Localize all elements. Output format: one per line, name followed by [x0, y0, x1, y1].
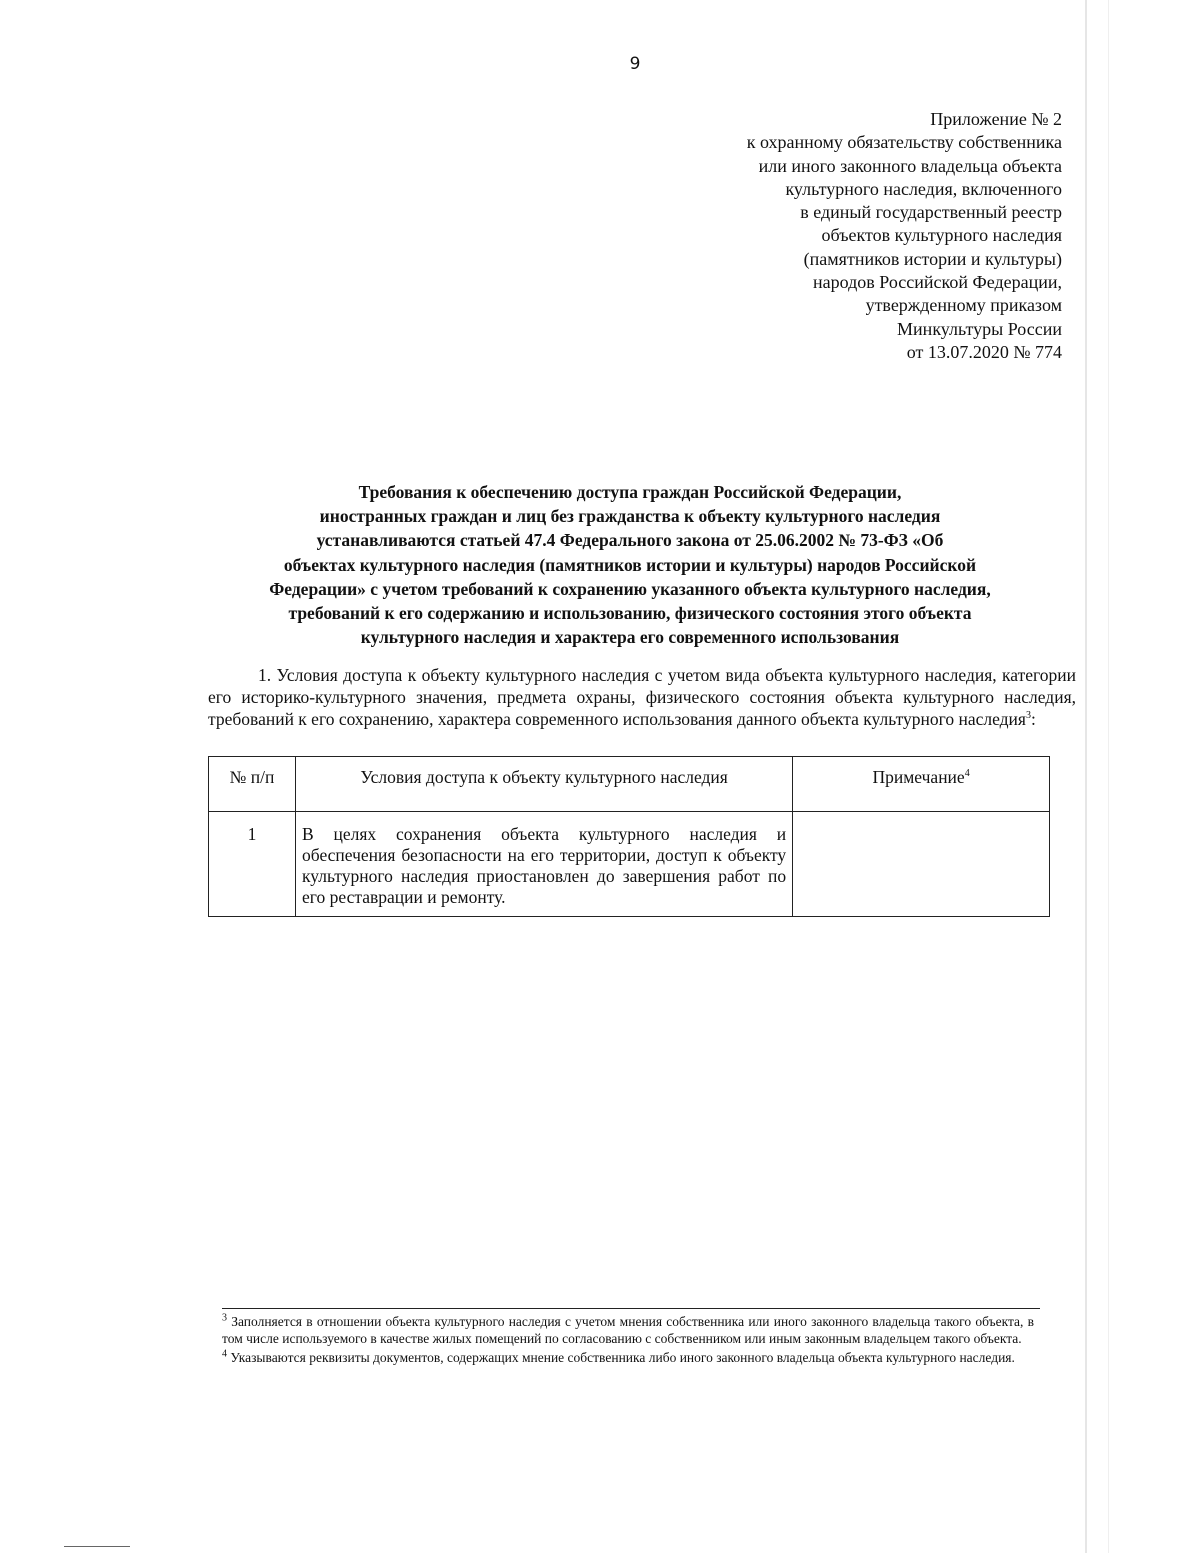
header-note-label: Примечание: [872, 767, 965, 787]
appendix-line: Минкультуры России: [897, 318, 1062, 339]
appendix-line: (памятников истории и культуры): [803, 248, 1062, 269]
cell-note: [793, 812, 1050, 917]
scan-edge-line: [1085, 0, 1087, 1553]
intro-text: 1. Условия доступа к объекту культурного наследия с учетом вида объекта культурного наследия, категории его историко-культурного значения, предмета охраны, физического состояния объекта культурного наследия, требований к его сохранению, характера современного использования данного объекта культурного наследия: [208, 665, 1076, 729]
header-conditions: Условия доступа к объекту культурного наследия: [296, 757, 793, 812]
appendix-line: в единый государственный реестр: [800, 202, 1062, 223]
footnote-ref-4: 4: [964, 768, 970, 780]
intro-paragraph: [208, 664, 1076, 730]
title-line: объектах культурного наследия (памятников истории и культуры) народов Российской: [283, 554, 977, 575]
footnote-ref-3: 3: [1025, 710, 1031, 722]
header-num: № п/п: [209, 757, 296, 812]
title-line: культурного наследия и характера его современного использования: [360, 627, 900, 648]
footnote-4: [222, 1349, 1034, 1366]
access-conditions-table: [208, 756, 1050, 917]
title-line: устанавливаются статьей 47.4 Федерального закона от 25.06.2002 № 73-ФЗ «Об: [316, 530, 944, 551]
intro-suffix: :: [1030, 709, 1036, 729]
appendix-line: Приложение № 2: [930, 109, 1062, 129]
appendix-line: или иного законного владельца объекта: [758, 155, 1062, 176]
appendix-line: к охранному обязательству собственника: [746, 132, 1062, 153]
header-note: [793, 757, 1050, 812]
table-header-row: [209, 757, 1050, 812]
title-line: Требования к обеспечению доступа граждан Российской Федерации,: [358, 482, 902, 502]
appendix-line: культурного наследия, включенного: [785, 178, 1062, 199]
footnote-mark: 3: [222, 1312, 227, 1324]
appendix-line: объектов культурного наследия: [821, 225, 1062, 246]
scan-mark: [64, 1546, 130, 1547]
footnote-3: [222, 1313, 1034, 1347]
document-title: [200, 480, 1060, 649]
footnote-text: Указываются реквизиты документов, содержащих мнение собственника либо иного законного владельца объекта культурного наследия.: [230, 1350, 1015, 1365]
footnote-separator: [222, 1308, 1040, 1309]
footnote-mark: 4: [222, 1348, 227, 1360]
footnote-text: Заполняется в отношении объекта культурного наследия с учетом мнения собственника или иного законного владельца такого объекта, в том числе используемого в качестве жилых помещений по согласованию с собственником или иным законным владельцем такого объекта.: [222, 1314, 1035, 1346]
appendix-line: утвержденному приказом: [865, 295, 1062, 316]
cell-conditions: В целях сохранения объекта культурного наследия и обеспечения безопасности на его территории, доступ к объекту культурного наследия приостановлен до завершения работ по его реставрации и ремонту.: [296, 812, 793, 917]
footnotes: [222, 1313, 1034, 1368]
title-line: Федерации» с учетом требований к сохранению указанного объекта культурного наследия,: [269, 578, 991, 599]
appendix-line: от 13.07.2020 № 774: [906, 341, 1062, 362]
scan-edge-line-secondary: [1108, 0, 1109, 1553]
cell-num: 1: [209, 812, 296, 917]
appendix-line: народов Российской Федерации,: [813, 272, 1062, 293]
title-line: требований к его содержанию и использованию, физического состояния этого объекта: [288, 603, 972, 624]
appendix-block: [747, 108, 1062, 364]
page-number: 9: [629, 54, 641, 74]
table-row: [209, 812, 1050, 917]
title-line: иностранных граждан и лиц без гражданства к объекту культурного наследия: [319, 506, 941, 527]
